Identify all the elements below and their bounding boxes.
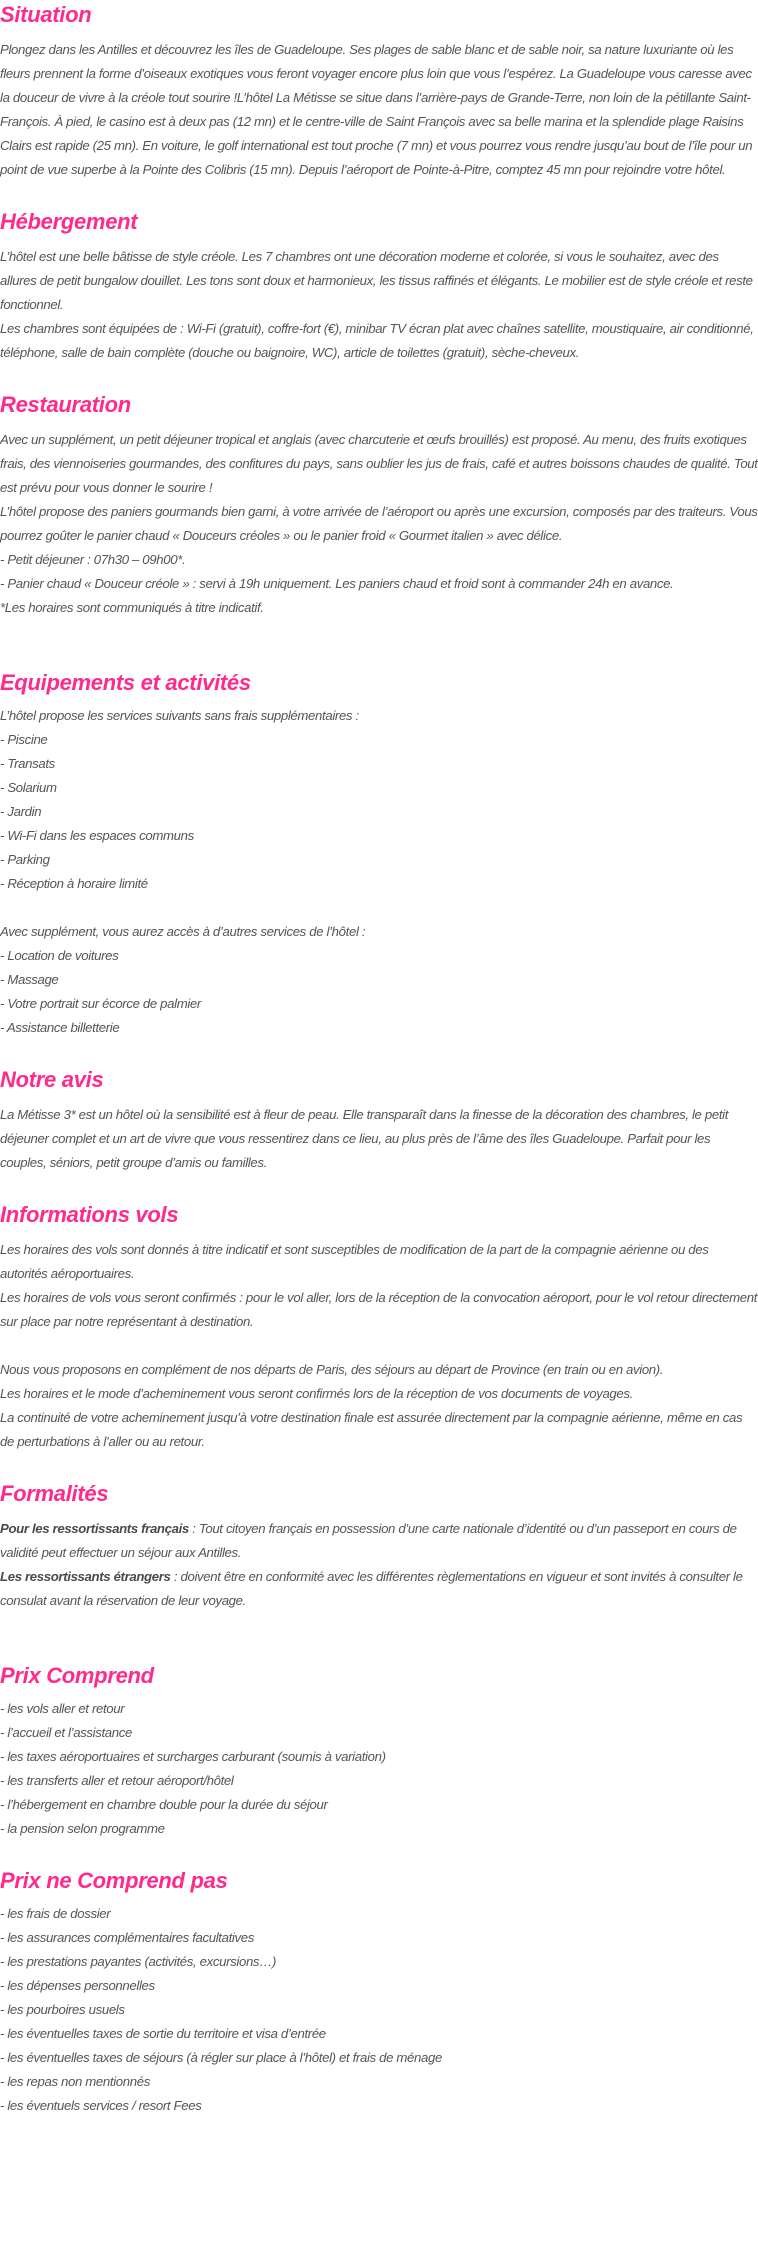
section-prix-ne-comprend xyxy=(0,1866,758,2118)
hebergement-text xyxy=(0,245,758,365)
list-item: - les assurances complémentaires facultatives xyxy=(0,1930,254,1945)
spacer xyxy=(0,1334,758,1358)
paragraph: Les chambres sont équipées de : Wi-Fi (gratuit), coffre-fort (€), minibar TV écran plat avec chaînes satellite, moustiquaire, air conditionné, téléphone, salle de bain complète (douche ou baignoire, WC), article de toilettes (gratuit), sèche-cheveux. xyxy=(0,321,754,360)
list-item: - Massage xyxy=(0,972,59,987)
section-equipements xyxy=(0,668,758,1040)
footnote: *Les horaires sont communiqués à titre indicatif. xyxy=(0,600,264,615)
section-situation xyxy=(0,0,758,182)
paragraph: Avec un supplément, un petit déjeuner tropical et anglais (avec charcuterie et œufs brouillés) est proposé. Au menu, des fruits exotiques frais, des viennoiseries gourmandes, des confitures du pays, sans oublier les jus de frais, café et autres boissons chaudes de qualité. Tout est prévu pour vous donner le sourire ! xyxy=(0,432,758,495)
not-included-list xyxy=(0,1902,758,2118)
paid-services-list xyxy=(0,944,758,1040)
section-formalites xyxy=(0,1479,758,1613)
restauration-text xyxy=(0,428,758,620)
free-services-intro: L’hôtel propose les services suivants sans frais supplémentaires : xyxy=(0,708,359,723)
formality-foreign xyxy=(0,1565,758,1613)
formality-label: Pour les ressortissants français xyxy=(0,1521,189,1536)
paragraph: Les horaires des vols sont donnés à titre indicatif et sont susceptibles de modification de la part de la compagnie aérienne ou des autorités aéroportuaires. xyxy=(0,1242,709,1281)
list-item: - Votre portrait sur écorce de palmier xyxy=(0,996,201,1011)
list-item: - Piscine xyxy=(0,732,48,747)
formality-french xyxy=(0,1517,758,1565)
list-item: - Transats xyxy=(0,756,55,771)
paragraph: La continuité de votre acheminement jusqu’à votre destination finale est assurée directement par la compagnie aérienne, même en cas de perturbations à l’aller ou au retour. xyxy=(0,1410,743,1449)
list-item: - la pension selon programme xyxy=(0,1821,165,1836)
list-item: - les prestations payantes (activités, excursions…) xyxy=(0,1954,277,1969)
section-restauration xyxy=(0,390,758,620)
paragraph: Nous vous proposons en complément de nos départs de Paris, des séjours au départ de Province (en train ou en avion). xyxy=(0,1362,664,1377)
section-title: Situation xyxy=(0,2,92,27)
list-item: - les transferts aller et retour aéroport/hôtel xyxy=(0,1773,234,1788)
section-title: Prix ne Comprend pas xyxy=(0,1868,228,1893)
paid-services-intro: Avec supplément, vous aurez accès à d’autres services de l’hôtel : xyxy=(0,924,366,939)
included-list xyxy=(0,1697,758,1841)
paragraph: La Métisse 3* est un hôtel où la sensibilité est à fleur de peau. Elle transparaît dans la finesse de la décoration des chambres, le petit déjeuner complet et un art de vivre que vous ressentirez dans ce lieu, au plus près de l’âme des îles Guadeloupe. Parfait pour les couples, séniors, petit groupe d’amis ou familles. xyxy=(0,1107,729,1170)
list-item: - Parking xyxy=(0,852,50,867)
section-avis xyxy=(0,1065,758,1175)
list-item: - les éventuelles taxes de sortie du territoire et visa d’entrée xyxy=(0,2026,326,2041)
list-item: - les frais de dossier xyxy=(0,1906,111,1921)
formality-text: : doivent être en conformité avec les différentes règlementations en vigueur et sont invités à consulter le consulat avant la réservation de leur voyage. xyxy=(0,1569,743,1608)
section-title: Prix Comprend xyxy=(0,1663,154,1688)
section-title: Equipements et activités xyxy=(0,670,251,695)
formality-text: : Tout citoyen français en possession d’une carte nationale d’identité ou d’un passeport en cours de validité peut effectuer un séjour aux Antilles. xyxy=(0,1521,737,1560)
schedule-line: - Petit déjeuner : 07h30 – 09h00*. xyxy=(0,552,186,567)
list-item: - l’hébergement en chambre double pour la durée du séjour xyxy=(0,1797,328,1812)
list-item: - les dépenses personnelles xyxy=(0,1978,155,1993)
list-item: - les éventuelles taxes de séjours (à régler sur place à l’hôtel) et frais de ménage xyxy=(0,2050,442,2065)
formalites-text xyxy=(0,1517,758,1613)
list-item: - les repas non mentionnés xyxy=(0,2074,150,2089)
paragraph: Plongez dans les Antilles et découvrez les îles de Guadeloupe. Ses plages de sable blanc et de sable noir, sa nature luxuriante où les fleurs prennent la forme d’oiseaux exotiques vous feront voyager encore plus loin que vous l’espérez. La Guadeloupe vous caresse avec la douceur de vivre à la créole tout sourire !L’hôtel La Métisse se situe dans l’arrière-pays de Grande-Terre, non loin de la pétillante Saint-François. À pied, le casino est à deux pas (12 mn) et le centre-ville de Saint François avec sa belle marina et la splendide plage Raisins Clairs est rapide (25 mn). En voiture, le golf international est tout proche (7 mn) et vous pourrez vous rendre jusqu’au bout de l’île pour un point de vue superbe à la Pointe des Colibris (15 mn). Depuis l’aéroport de Pointe-à-Pitre, comptez 45 mn pour rejoindre votre hôtel. xyxy=(0,42,753,177)
free-services-list xyxy=(0,728,758,896)
section-title: Informations vols xyxy=(0,1202,179,1227)
list-item: - les vols aller et retour xyxy=(0,1701,125,1716)
formality-label: Les ressortissants étrangers xyxy=(0,1569,171,1584)
avis-text xyxy=(0,1103,758,1175)
section-prix-comprend xyxy=(0,1661,758,1841)
paragraph: Les horaires et le mode d’acheminement vous seront confirmés lors de la réception de vos documents de voyages. xyxy=(0,1386,633,1401)
section-title: Notre avis xyxy=(0,1067,104,1092)
paragraph: L’hôtel propose des paniers gourmands bien garni, à votre arrivée de l’aéroport ou après une excursion, composés par des traiteurs. Vous pourrez goûter le panier chaud « Douceurs créoles » ou le panier froid « Gourmet italien » avec délice. xyxy=(0,504,758,543)
spacer xyxy=(0,896,758,920)
section-title: Formalités xyxy=(0,1481,109,1506)
list-item: - les taxes aéroportuaires et surcharges carburant (soumis à variation) xyxy=(0,1749,386,1764)
vols-text xyxy=(0,1238,758,1454)
section-title: Hébergement xyxy=(0,209,138,234)
situation-text xyxy=(0,38,758,182)
equipements-text xyxy=(0,704,758,1040)
section-title: Restauration xyxy=(0,392,131,417)
paragraph: Les horaires de vols vous seront confirmés : pour le vol aller, lors de la réception de la convocation aéroport, pour le vol retour directement sur place par notre représentant à destination. xyxy=(0,1290,758,1329)
paragraph: L’hôtel est une belle bâtisse de style créole. Les 7 chambres ont une décoration moderne et colorée, si vous le souhaitez, avec des allures de petit bungalow douillet. Les tons sont doux et harmonieux, les tissus raffinés et élégants. Le mobilier est de style créole et reste fonctionnel. xyxy=(0,249,753,312)
list-item: - les pourboires usuels xyxy=(0,2002,125,2017)
list-item: - Wi-Fi dans les espaces communs xyxy=(0,828,194,843)
section-hebergement xyxy=(0,207,758,365)
list-item: - l’accueil et l’assistance xyxy=(0,1725,133,1740)
schedule-line: - Panier chaud « Douceur créole » : servi à 19h uniquement. Les paniers chaud et froid sont à commander 24h en avance. xyxy=(0,576,674,591)
list-item: - Solarium xyxy=(0,780,57,795)
list-item: - Assistance billetterie xyxy=(0,1020,120,1035)
list-item: - Réception à horaire limité xyxy=(0,876,148,891)
list-item: - Location de voitures xyxy=(0,948,119,963)
section-vols xyxy=(0,1200,758,1454)
list-item: - les éventuels services / resort Fees xyxy=(0,2098,202,2113)
list-item: - Jardin xyxy=(0,804,42,819)
